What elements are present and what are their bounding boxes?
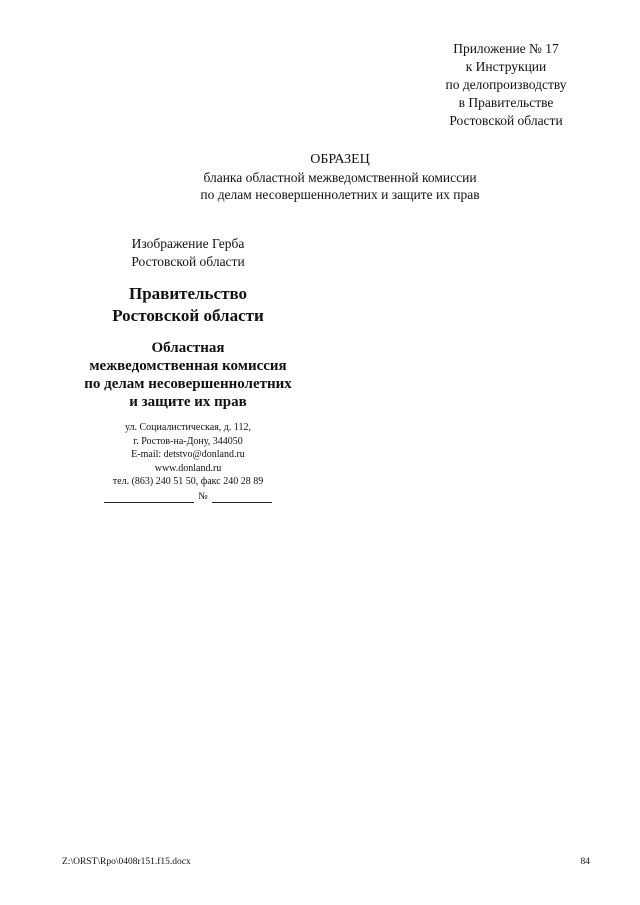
coat-of-arms-line: Изображение Герба: [131, 236, 245, 251]
government-line: Правительство: [128, 284, 248, 303]
appendix-line: в Правительстве: [458, 95, 554, 110]
appendix-line: Приложение № 17: [453, 41, 559, 56]
email-address: E-mail: detstvo@donland.ru: [131, 449, 245, 460]
street-address: ул. Социалистическая, д. 112,: [124, 422, 252, 433]
commission-name: [60, 339, 316, 411]
appendix-line: по делопроизводству: [445, 77, 567, 92]
appendix-line: к Инструкции: [465, 59, 547, 74]
sample-description-line: бланка областной межведомственной комиссии: [203, 170, 477, 185]
coat-of-arms-line: Ростовской области: [131, 254, 245, 269]
footer-page-number: 84: [580, 857, 590, 867]
registration-line: [60, 490, 316, 503]
commission-line: Областная: [151, 340, 225, 356]
website: www.donland.ru: [154, 462, 222, 474]
footer-file-path: Z:\ORST\Rpo\0408r151.f15.docx: [62, 857, 191, 867]
contact-details: [60, 421, 316, 489]
phone-fax: тел. (863) 240 51 50, факс 240 28 89: [112, 476, 264, 487]
sample-heading: [150, 150, 530, 203]
government-line: Ростовской области: [112, 306, 264, 325]
commission-line: межведомственная комиссия: [89, 358, 287, 374]
commission-line: по делам несовершеннолетних: [84, 376, 292, 392]
sample-title: ОБРАЗЕЦ: [310, 152, 370, 167]
appendix-header: [420, 40, 592, 130]
letterhead-blank: [60, 235, 316, 503]
date-blank-line: [104, 494, 194, 503]
appendix-line: Ростовской области: [449, 113, 563, 128]
coat-of-arms-placeholder: [60, 235, 316, 271]
government-name: [60, 283, 316, 327]
number-blank-line: [212, 494, 272, 503]
number-sign: №: [198, 490, 208, 502]
city-postcode: г. Ростов-на-Дону, 344050: [133, 435, 243, 447]
sample-description-line: по делам несовершеннолетних и защите их прав: [200, 187, 480, 202]
commission-line: и защите их прав: [129, 394, 247, 410]
